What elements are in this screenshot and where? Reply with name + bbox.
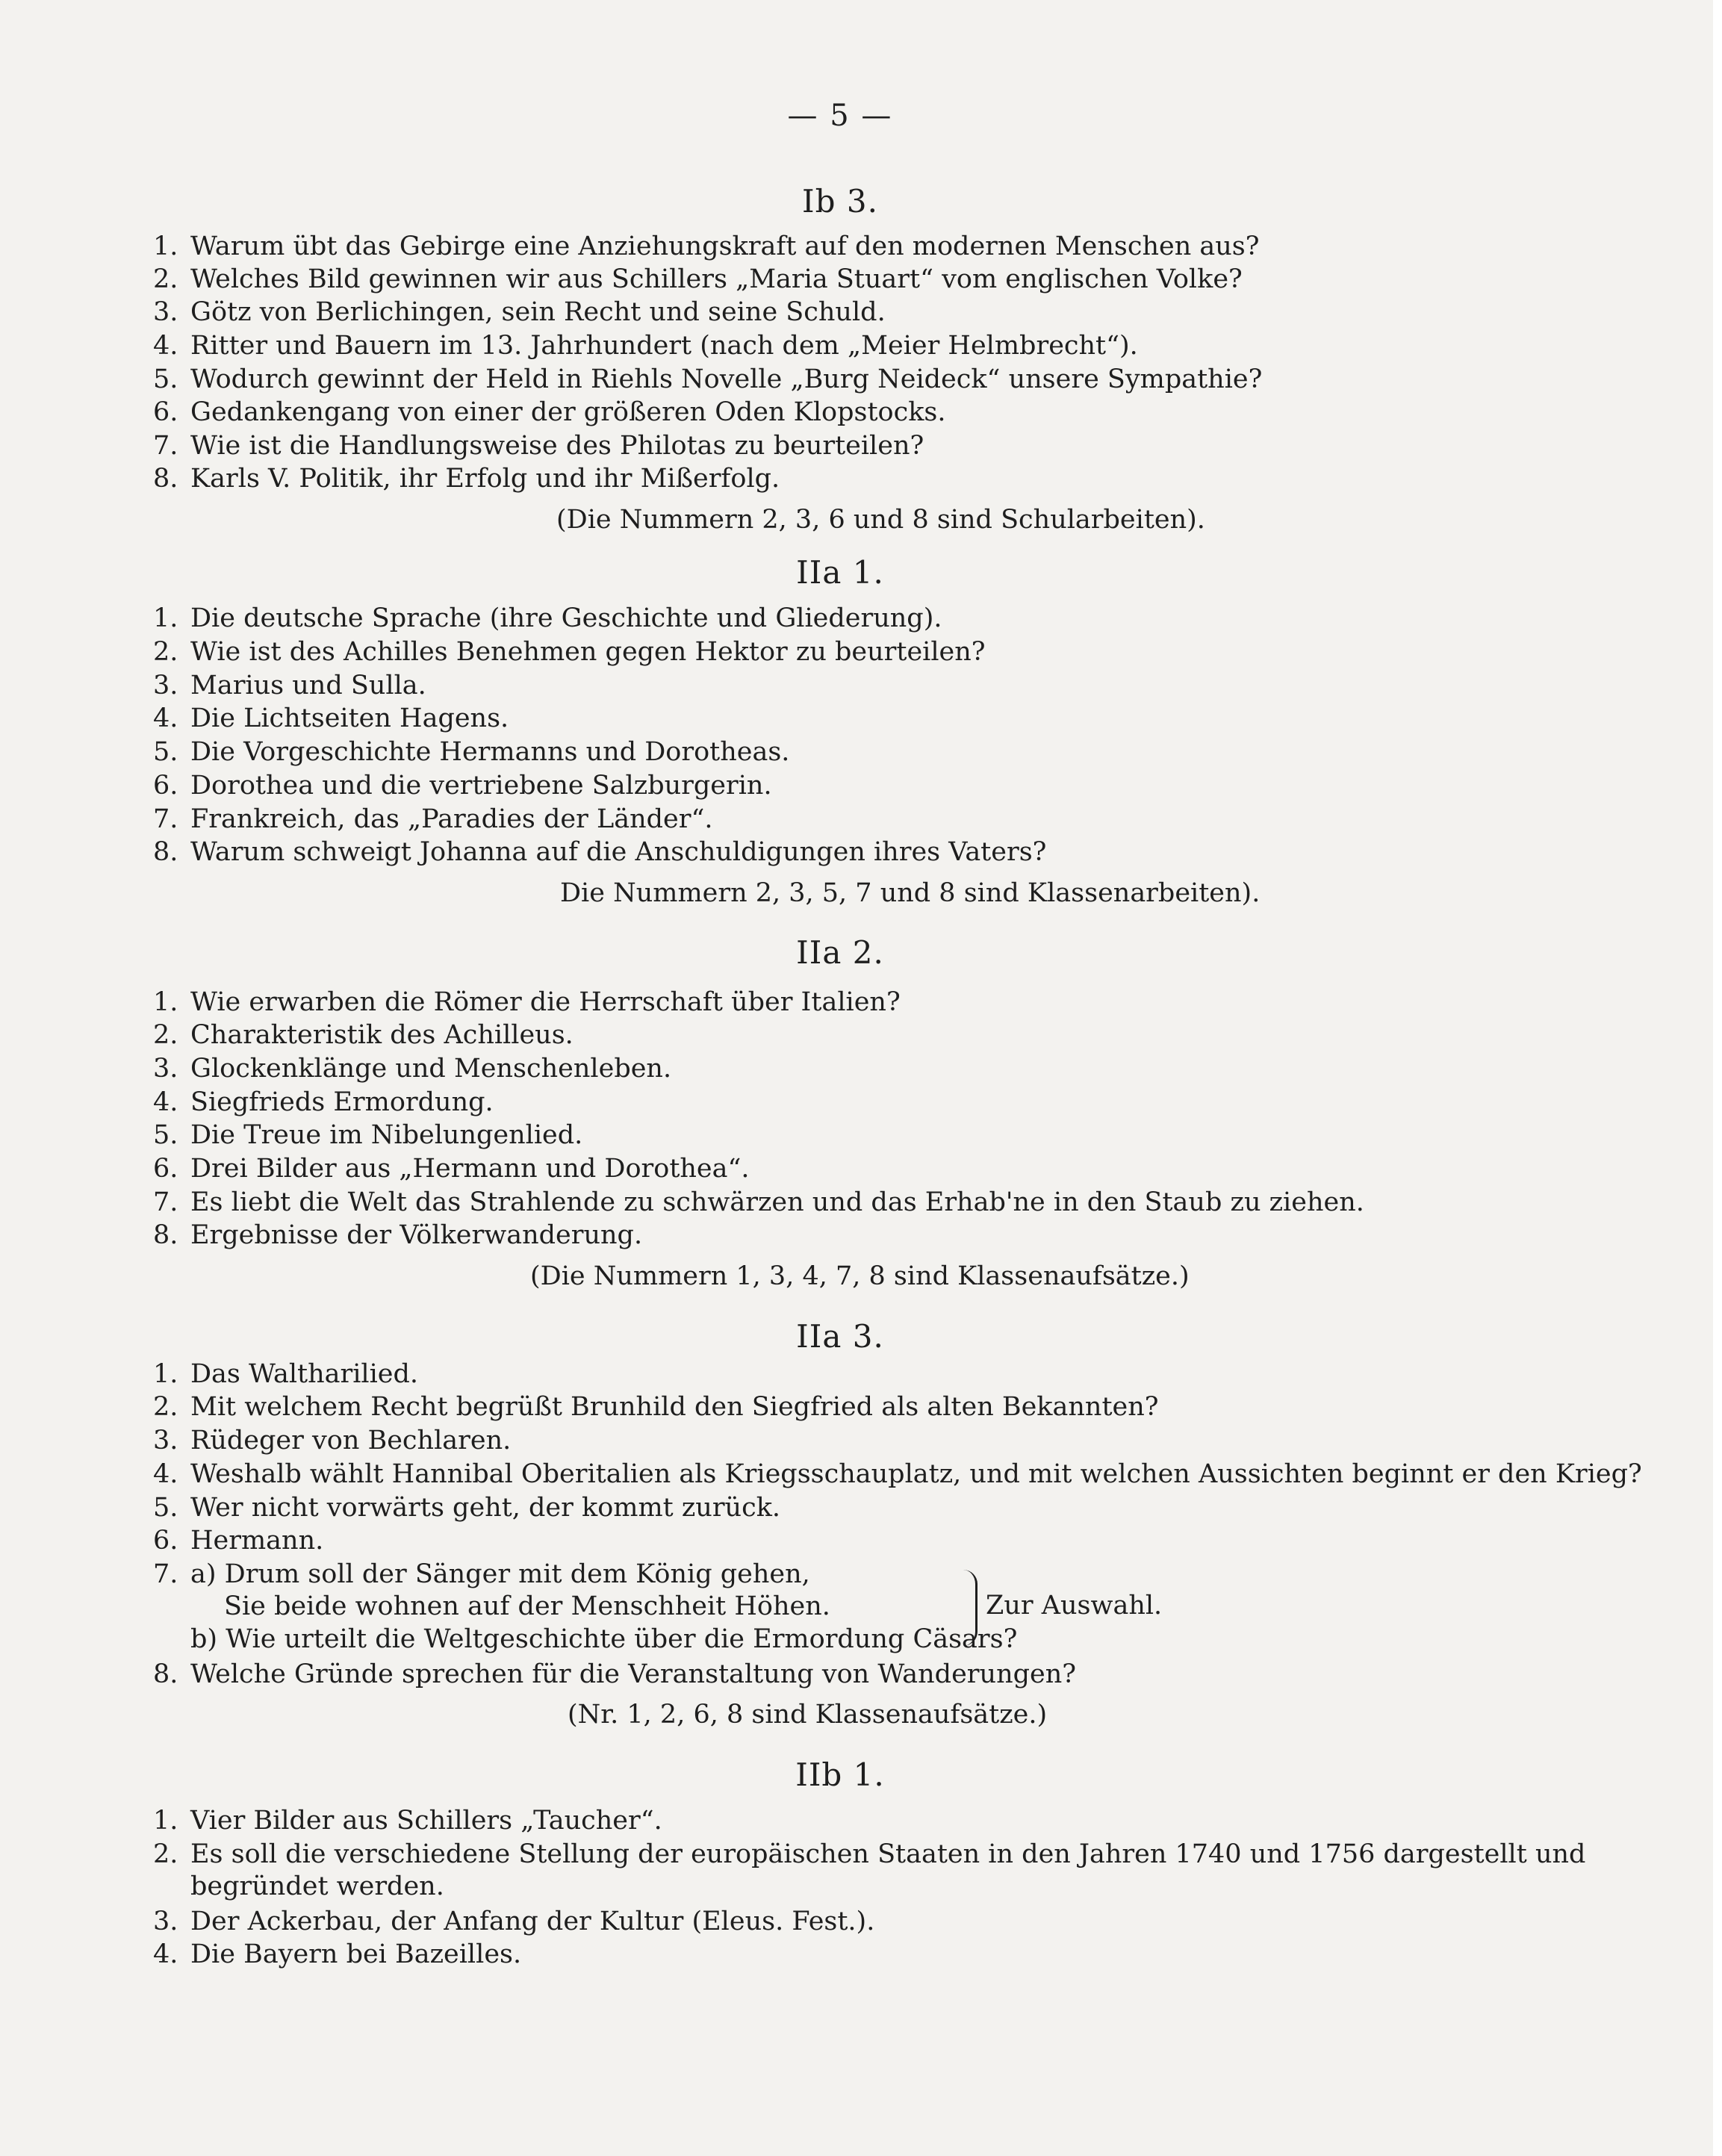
item-number: 8. bbox=[153, 1220, 178, 1250]
item-text: Die Treue im Nibelungenlied. bbox=[190, 1120, 583, 1150]
list-item bbox=[153, 1052, 671, 1085]
item-text: Ritter und Bauern im 13. Jahrhundert (nach dem „Meier Helmbrecht“). bbox=[190, 331, 1138, 361]
list-item bbox=[153, 1391, 1159, 1423]
list-item bbox=[153, 1358, 418, 1391]
item-number: 1. bbox=[153, 1806, 178, 1836]
item-number: 7. bbox=[153, 1187, 178, 1217]
list-item bbox=[153, 769, 772, 802]
item-number: 1. bbox=[153, 232, 178, 261]
item-text: Götz von Berlichingen, sein Recht und seine Schuld. bbox=[190, 297, 886, 327]
item-text: Hermann. bbox=[190, 1526, 324, 1556]
item-number: 5. bbox=[153, 1120, 178, 1150]
list-item bbox=[153, 1458, 1642, 1491]
item-number: 2. bbox=[153, 637, 178, 667]
list-item bbox=[153, 462, 780, 495]
list-item bbox=[153, 1019, 574, 1051]
item-number: 4. bbox=[153, 1087, 178, 1117]
list-item bbox=[153, 363, 1262, 396]
item-text: Mit welchem Recht begrüßt Brunhild den Siegfried als alten Bekannten? bbox=[190, 1392, 1159, 1422]
list-item bbox=[153, 263, 1243, 296]
section-heading-iia2: IIa 2. bbox=[796, 934, 884, 971]
list-item bbox=[153, 636, 986, 668]
section-heading-iia1: IIa 1. bbox=[796, 554, 884, 591]
list-item bbox=[153, 803, 713, 836]
list-item bbox=[153, 1152, 750, 1185]
list-item bbox=[153, 1219, 642, 1252]
list-item bbox=[153, 1838, 1585, 1871]
list-item bbox=[153, 1119, 582, 1152]
scan-edge bbox=[1713, 0, 1722, 2156]
item-text: Karls V. Politik, ihr Erfolg und ihr Mißerfolg. bbox=[190, 464, 780, 494]
section-note: (Die Nummern 1, 3, 4, 7, 8 sind Klassenaufsätze.) bbox=[530, 1261, 1190, 1291]
list-item bbox=[153, 669, 426, 702]
item-number: 5. bbox=[153, 364, 178, 394]
item-number: 8. bbox=[153, 464, 178, 494]
page-number: — 5 — bbox=[787, 99, 893, 133]
list-item bbox=[153, 1905, 874, 1938]
item-text: Rüdeger von Bechlaren. bbox=[190, 1426, 512, 1456]
list-item bbox=[153, 1938, 521, 1971]
item-text: Die deutsche Sprache (ihre Geschichte und Gliederung). bbox=[190, 603, 942, 633]
item-number: 4. bbox=[153, 1939, 178, 1969]
item-2-line2: begründet werden. bbox=[190, 1871, 444, 1901]
item-text: Die Vorgeschichte Hermanns und Dorotheas. bbox=[190, 737, 790, 767]
item-text: Drei Bilder aus „Hermann und Dorothea“. bbox=[190, 1154, 750, 1184]
item-number: 3. bbox=[153, 1907, 178, 1936]
list-item bbox=[153, 1524, 323, 1557]
item-text: Glockenklänge und Menschenleben. bbox=[190, 1054, 672, 1084]
list-item bbox=[153, 396, 946, 429]
item-text: Warum übt das Gebirge eine Anziehungskraft auf den modernen Menschen aus? bbox=[190, 232, 1260, 261]
item-number: 7. bbox=[153, 431, 178, 461]
item-text: a) Drum soll der Sänger mit dem König gehen, bbox=[190, 1559, 810, 1589]
item-7b: b) Wie urteilt die Weltgeschichte über die Ermordung Cäsars? bbox=[190, 1624, 1018, 1654]
item-text: Welche Gründe sprechen für die Veranstaltung von Wanderungen? bbox=[190, 1659, 1077, 1689]
item-7a-line2: Sie beide wohnen auf der Menschheit Höhen. bbox=[224, 1591, 830, 1621]
item-text: Marius und Sulla. bbox=[190, 671, 426, 700]
list-item bbox=[153, 1804, 662, 1837]
item-number: 1. bbox=[153, 1359, 178, 1389]
item-text: Die Lichtseiten Hagens. bbox=[190, 703, 509, 733]
item-number: 7. bbox=[153, 804, 178, 834]
item-number: 5. bbox=[153, 1493, 178, 1523]
item-number: 6. bbox=[153, 771, 178, 801]
item-text: Frankreich, das „Paradies der Länder“. bbox=[190, 804, 713, 834]
item-text: Dorothea und die vertriebene Salzburgerin. bbox=[190, 771, 772, 801]
section-heading-iia3: IIa 3. bbox=[796, 1318, 884, 1355]
item-text: Wodurch gewinnt der Held in Riehls Novelle „Burg Neideck“ unsere Sympathie? bbox=[190, 364, 1263, 394]
item-text: Gedankengang von einer der größeren Oden Klopstocks. bbox=[190, 397, 946, 427]
item-text: Welches Bild gewinnen wir aus Schillers „Maria Stuart“ vom englischen Volke? bbox=[190, 264, 1243, 294]
bracket-brace bbox=[963, 1570, 977, 1646]
item-number: 2. bbox=[153, 264, 178, 294]
item-number: 2. bbox=[153, 1392, 178, 1422]
item-number: 3. bbox=[153, 1426, 178, 1456]
item-number: 1. bbox=[153, 987, 178, 1017]
section-heading-ib3: Ib 3. bbox=[802, 183, 878, 220]
item-text: Siegfrieds Ermordung. bbox=[190, 1087, 494, 1117]
item-number: 4. bbox=[153, 331, 178, 361]
list-item bbox=[153, 230, 1260, 263]
item-text: Vier Bilder aus Schillers „Taucher“. bbox=[190, 1806, 662, 1836]
section-note: (Nr. 1, 2, 6, 8 sind Klassenaufsätze.) bbox=[568, 1700, 1048, 1730]
item-number: 3. bbox=[153, 671, 178, 700]
list-item bbox=[153, 1086, 494, 1119]
item-text: Die Bayern bei Bazeilles. bbox=[190, 1939, 522, 1969]
item-number: 8. bbox=[153, 837, 178, 867]
list-item bbox=[153, 602, 942, 635]
section-heading-iib1: IIb 1. bbox=[795, 1756, 885, 1793]
item-number: 2. bbox=[153, 1839, 178, 1869]
item-number: 5. bbox=[153, 737, 178, 767]
item-text: Wer nicht vorwärts geht, der kommt zurück. bbox=[190, 1493, 781, 1523]
list-item bbox=[153, 1491, 780, 1524]
item-number: 7. bbox=[153, 1559, 178, 1589]
section-note: Die Nummern 2, 3, 5, 7 und 8 sind Klassenarbeiten). bbox=[560, 878, 1261, 908]
item-number: 6. bbox=[153, 1526, 178, 1556]
item-text: Es soll die verschiedene Stellung der europäischen Staaten in den Jahren 1740 und 1756 dargestellt und bbox=[190, 1839, 1586, 1869]
item-text: Wie ist des Achilles Benehmen gegen Hektor zu beurteilen? bbox=[190, 637, 986, 667]
item-text: Warum schweigt Johanna auf die Anschuldigungen ihres Vaters? bbox=[190, 837, 1047, 867]
list-item bbox=[153, 1424, 511, 1457]
list-item bbox=[153, 429, 924, 462]
item-number: 6. bbox=[153, 397, 178, 427]
item-number: 1. bbox=[153, 603, 178, 633]
list-item bbox=[153, 736, 789, 768]
list-item bbox=[153, 1558, 810, 1591]
item-text: Wie ist die Handlungsweise des Philotas zu beurteilen? bbox=[190, 431, 924, 461]
item-number: 8. bbox=[153, 1659, 178, 1689]
item-number: 6. bbox=[153, 1154, 178, 1184]
item-text: Der Ackerbau, der Anfang der Kultur (Eleus. Fest.). bbox=[190, 1907, 875, 1936]
item-number: 4. bbox=[153, 1459, 178, 1489]
item-number: 3. bbox=[153, 1054, 178, 1084]
list-item bbox=[153, 1658, 1076, 1691]
item-text: Ergebnisse der Völkerwanderung. bbox=[190, 1220, 643, 1250]
item-number: 2. bbox=[153, 1020, 178, 1050]
bracket-label: Zur Auswahl. bbox=[986, 1591, 1163, 1621]
list-item bbox=[153, 702, 509, 735]
list-item bbox=[153, 836, 1046, 869]
item-text: Wie erwarben die Römer die Herrschaft über Italien? bbox=[190, 987, 901, 1017]
item-text: Es liebt die Welt das Strahlende zu schwärzen und das Erhab'ne in den Staub zu ziehen. bbox=[190, 1187, 1364, 1217]
item-text: Weshalb wählt Hannibal Oberitalien als Kriegsschauplatz, und mit welchen Aussichten beginnt er den Krieg? bbox=[190, 1459, 1642, 1489]
item-text: Das Waltharilied. bbox=[190, 1359, 419, 1389]
list-item bbox=[153, 1186, 1364, 1219]
list-item bbox=[153, 329, 1138, 362]
item-text: Charakteristik des Achilleus. bbox=[190, 1020, 574, 1050]
section-note: (Die Nummern 2, 3, 6 und 8 sind Schularbeiten). bbox=[556, 505, 1205, 535]
list-item bbox=[153, 986, 901, 1019]
item-number: 3. bbox=[153, 297, 178, 327]
list-item bbox=[153, 296, 886, 329]
item-number: 4. bbox=[153, 703, 178, 733]
